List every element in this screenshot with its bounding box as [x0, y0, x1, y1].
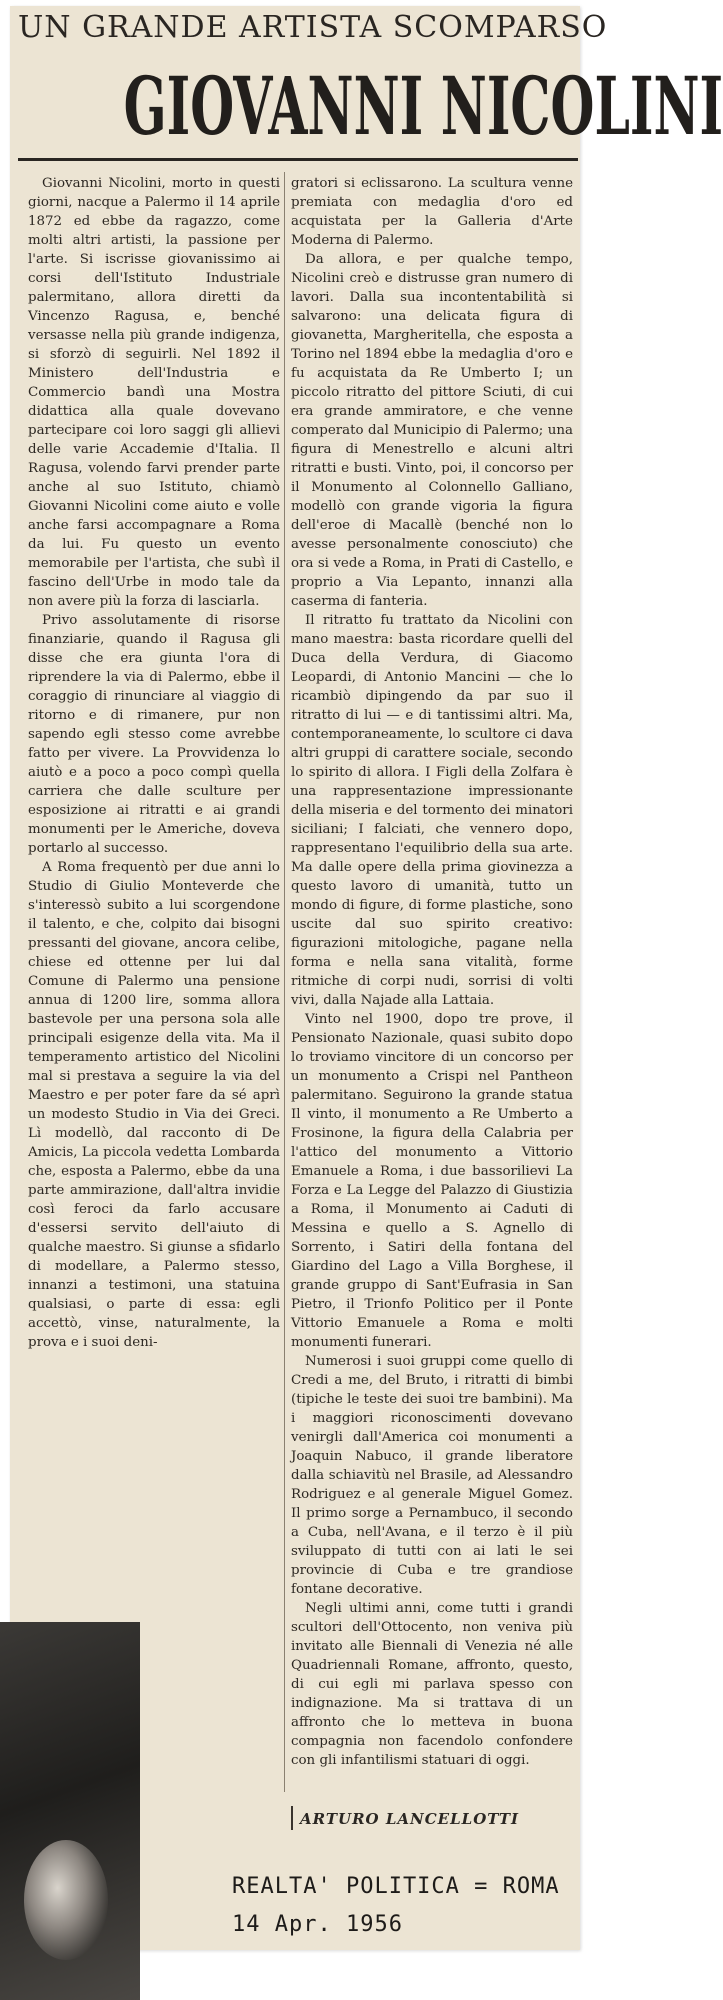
article-byline: ARTURO LANCELLOTTI — [300, 1810, 520, 1828]
article-column-left — [28, 174, 280, 1350]
article-column-right — [291, 174, 573, 1792]
article-kicker: UN GRANDE ARTISTA SCOMPARSO — [18, 10, 608, 45]
paragraph: Il ritratto fu trattato da Nicolini con mano maestra: basta ricordare quelli del Duca della Verdura, di Giacomo Leopardi, di Antonio Mancini — che lo ricambiò dipingendo da par suo il ritratto di lui — e di tantissimi altri. Ma, contemporaneamente, lo scultore ci dava altri gruppi di carattere sociale, secondo lo spirito di allora. I Figli della Zolfara è una rappresentazione impressionante della miseria e del tormento dei minatori siciliani; I falciati, che vennero dopo, rappresentano l'equilibrio della sua arte. Ma dalle opere della prima giovinezza a questo lavoro di umanità, tutto un mondo di figure, di forme plastiche, sono uscite dal suo spirito creativo: figurazioni mitologiche, pagane nella forma e nella sana vitalità, forme ritmiche di corpi nudi, sorrisi di volti vivi, dalla Najade alla Lattaia. — [291, 613, 573, 1008]
paragraph: Giovanni Nicolini, morto in questi giorni, nacque a Palermo il 14 aprile 1872 ed ebbe da ragazzo, come molti altri artisti, la passione per l'arte. Si iscrisse giovanissimo ai corsi dell'Istituto Industriale palermitano, allora diretti da Vincenzo Ragusa, e, benché versasse nella più grande indigenza, si sforzò di seguirli. Nel 1892 il Ministero dell'Industria e Commercio bandì una Mostra didattica alla quale dovevano partecipare coi loro saggi gli allievi delle varie Accademie d'Italia. Il Ragusa, volendo farvi prender parte anche al suo Istituto, chiamò Giovanni Nicolini come aiuto e volle anche farsi accompagnare a Roma da lui. Fu questo un evento memorabile per l'artista, che subì il fascino dell'Urbe in modo tale da non avere più la forza di lasciarla. — [28, 176, 280, 609]
portrait-photo-highlight — [24, 1840, 108, 1960]
byline-bar — [291, 1806, 293, 1830]
paragraph: Numerosi i suoi gruppi come quello di Credi a me, del Bruto, i ritratti di bimbi (tipiche le teste dei suoi tre bambini). Ma i maggiori riconoscimenti dovevano venirgli dall'America coi monumenti a Joaquin Nabuco, il grande liberatore dalla schiavitù nel Brasile, ad Alessandro Rodriguez e al generale Miguel Gomez. Il primo sorge a Pernambuco, il secondo a Cuba, nell'Avana, e il terzo è il più sviluppato di tutti con ai lati le sei provincie di Cuba e tre grandiose fontane decorative. — [291, 1354, 573, 1597]
column-divider — [284, 172, 285, 1792]
paragraph: Da allora, e per qualche tempo, Nicolini creò e distrusse gran numero di lavori. Dalla sua incontentabilità si salvarono: una delicata figura di giovanetta, Margheritella, che esposta a Torino nel 1894 ebbe la medaglia d'oro e fu acquistata da Re Umberto I; un piccolo ritratto del pittore Sciuti, di cui era grande ammiratore, e che venne comperato dal Municipio di Palermo; una figura di Menestrello e alcuni altri ritratti e busti. Vinto, poi, il concorso per il Monumento al Colonnello Galliano, modellò con grande vigoria la figura dell'eroe di Macallè (benché non lo avesse personalmente conosciuto) che ora si vede a Roma, in Prati di Castello, e proprio a Via Lepanto, innanzi alla caserma di fanteria. — [291, 252, 573, 609]
paragraph: A Roma frequentò per due anni lo Studio di Giulio Monteverde che s'interessò subito a lui scorgendone il talento, e che, colpito dai bisogni pressanti del giovane, ancora celibe, chiese ed ottenne per lui dal Comune di Palermo una pensione annua di 1200 lire, somma allora bastevole per una persona sola alle principali esigenze della vita. Ma il temperamento artistico del Nicolini mal si prestava a seguire la via del Maestro e per poter fare da sé aprì un modesto Studio in Via dei Greci. Lì modellò, dal racconto di De Amicis, La piccola vedetta Lombarda che, esposta a Palermo, ebbe da una parte ammirazione, dall'altra invidie così feroci da farlo accusare d'essersi servito dell'aiuto di qualche maestro. Si giunse a sfidarlo di modellare, a Palermo stesso, innanzi a testimoni, una statuina qualsiasi, o parte di essa: egli accettò, vinse, naturalmente, la prova e i suoi deni- — [28, 860, 280, 1350]
paragraph: Negli ultimi anni, come tutti i grandi scultori dell'Ottocento, non veniva più invitato alle Biennali di Venezia né alle Quadriennali Romane, affronto, questo, di cui egli mi parlava spesso con indignazione. Ma si trattava di un affronto che lo metteva in buona compagnia non facendolo confondere con gli infantilismi statuari di oggi. — [291, 1601, 573, 1768]
article-headline: GIOVANNI NICOLINI — [123, 59, 723, 153]
paragraph: gratori si eclissarono. La scultura venne premiata con medaglia d'oro ed acquistata per la Galleria d'Arte Moderna di Palermo. — [291, 176, 573, 248]
paragraph: Privo assolutamente di risorse finanziarie, quando il Ragusa gli disse che era giunta l'ora di riprendere la via di Palermo, ebbe il coraggio di rinunciare al viaggio di ritorno e di rimanere, pur non sapendo egli stesso come avrebbe fatto per vivere. La Provvidenza lo aiutò e a poco a poco compì quella carriera che dalle sculture per esposizione ai ritratti e ai grandi monumenti per le Americhe, doveva portarlo al successo. — [28, 613, 280, 856]
date-stamp: 14 Apr. 1956 — [232, 1912, 403, 1937]
paragraph: Vinto nel 1900, dopo tre prove, il Pensionato Nazionale, quasi subito dopo lo troviamo vincitore di un concorso per un monumento a Crispi nel Pantheon palermitano. Seguirono la grande statua Il vinto, il monumento a Re Umberto a Frosinone, la figura della Calabria per l'attico del monumento a Vittorio Emanuele a Roma, i due bassorilievi La Forza e La Legge del Palazzo di Giustizia a Roma, il Monumento ai Caduti di Messina e quello a S. Agnello di Sorrento, i Satiri della fontana del Giardino del Lago a Villa Borghese, il grande gruppo di Sant'Eufrasia in San Pietro, il Trionfo Politico per il Ponte Vittorio Emanuele a Roma e molti monumenti funerari. — [291, 1012, 573, 1350]
source-stamp: REALTA' POLITICA = ROMA — [232, 1874, 560, 1899]
headline-rule — [18, 158, 578, 161]
